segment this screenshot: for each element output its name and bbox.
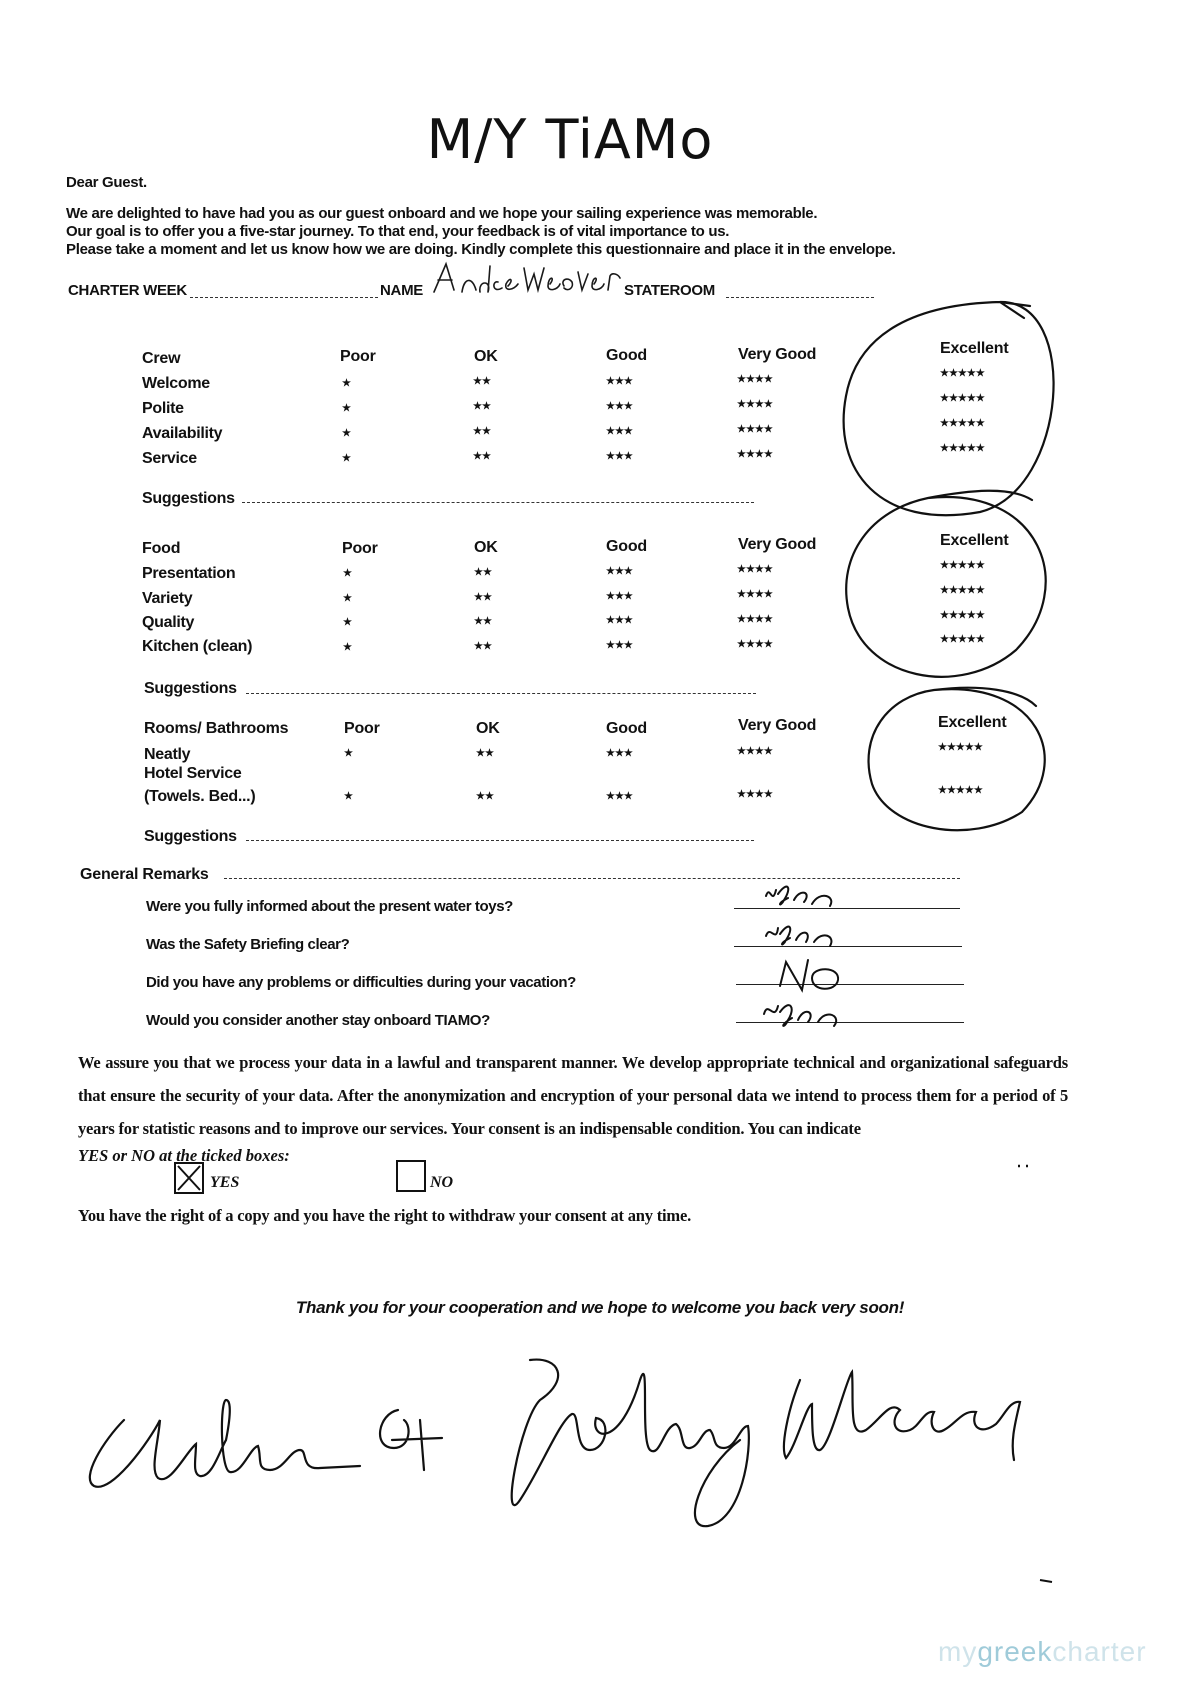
star-poor[interactable]: ★ [344, 791, 353, 802]
star-poor[interactable]: ★ [343, 617, 352, 628]
star-very-good[interactable]: ★★★★ [737, 399, 773, 410]
star-ok[interactable]: ★★ [473, 426, 491, 437]
signature-part-1 [90, 1400, 360, 1487]
general-remarks-label: General Remarks [80, 866, 209, 883]
consent-yes-label: YES [210, 1174, 240, 1191]
star-good[interactable]: ★★★ [606, 426, 633, 437]
star-excellent[interactable]: ★★★★★ [940, 610, 985, 621]
star-good[interactable]: ★★★ [606, 591, 633, 602]
col-poor: Poor [342, 540, 378, 557]
col-good: Good [606, 720, 647, 737]
row-service: Service [142, 450, 197, 467]
star-excellent[interactable]: ★★★★★ [940, 393, 985, 404]
crew-heading: Crew [142, 350, 181, 367]
excellent-circle-crew [844, 302, 1054, 515]
star-very-good[interactable]: ★★★★ [737, 374, 773, 385]
star-good[interactable]: ★★★ [606, 566, 633, 577]
food-suggestions-label: Suggestions [144, 680, 237, 697]
star-ok[interactable]: ★★ [473, 376, 491, 387]
rooms-heading: Rooms/ Bathrooms [144, 720, 289, 737]
name-label: NAME [380, 282, 423, 299]
answer-line[interactable] [734, 946, 962, 947]
star-poor[interactable]: ★ [343, 642, 352, 653]
col-excellent: Excellent [938, 714, 1007, 731]
row-hotel-service-detail: (Towels. Bed...) [144, 788, 256, 805]
signature-part-2 [512, 1360, 749, 1527]
stateroom-field[interactable] [726, 283, 874, 298]
col-excellent: Excellent [940, 532, 1009, 549]
question-safety: Was the Safety Briefing clear? [146, 936, 350, 953]
form-title: M/Y TiAMo [426, 108, 714, 171]
question-water-toys: Were you fully informed about the present water toys? [146, 898, 513, 915]
consent-instruction: YES or NO at the ticked boxes: [78, 1146, 290, 1165]
rooms-suggestions-field[interactable] [246, 826, 754, 841]
intro-line-2: Our goal is to offer you a five-star journey. To that end, your feedback is of vital importance to us. [66, 223, 730, 240]
col-ok: OK [474, 539, 498, 556]
charter-week-field[interactable] [190, 283, 378, 298]
star-good[interactable]: ★★★ [606, 615, 633, 626]
star-excellent[interactable]: ★★★★★ [940, 560, 985, 571]
signature-ampersand [380, 1410, 442, 1470]
row-variety: Variety [142, 590, 193, 607]
star-very-good[interactable]: ★★★★ [737, 614, 773, 625]
col-good: Good [606, 538, 647, 555]
crew-suggestions-field[interactable] [242, 488, 754, 503]
star-very-good[interactable]: ★★★★ [737, 424, 773, 435]
general-remarks-field[interactable] [224, 864, 960, 879]
star-ok[interactable]: ★★ [474, 616, 492, 627]
row-welcome: Welcome [142, 375, 210, 392]
col-ok: OK [476, 720, 500, 737]
star-good[interactable]: ★★★ [606, 451, 633, 462]
star-excellent[interactable]: ★★★★★ [940, 368, 985, 379]
star-very-good[interactable]: ★★★★ [737, 789, 773, 800]
star-ok[interactable]: ★★ [474, 641, 492, 652]
answer-line[interactable] [736, 984, 964, 985]
answer-yes-1 [766, 887, 831, 906]
star-good[interactable]: ★★★ [606, 376, 633, 387]
excellent-circle-food [846, 491, 1045, 677]
star-excellent[interactable]: ★★★★★ [940, 443, 985, 454]
row-kitchen: Kitchen (clean) [142, 638, 253, 655]
crew-suggestions-label: Suggestions [142, 490, 235, 507]
row-quality: Quality [142, 614, 195, 631]
row-neatly: Neatly [144, 746, 191, 763]
consent-no-label: NO [430, 1174, 454, 1191]
col-very-good: Very Good [738, 346, 817, 363]
star-very-good[interactable]: ★★★★ [737, 449, 773, 460]
stray-mark [1040, 1580, 1052, 1582]
star-poor[interactable]: ★ [342, 403, 351, 414]
star-very-good[interactable]: ★★★★ [737, 746, 773, 757]
charter-week-label: CHARTER WEEK [68, 282, 187, 299]
greeting: Dear Guest. [66, 174, 147, 191]
star-ok[interactable]: ★★ [474, 592, 492, 603]
star-good[interactable]: ★★★ [606, 401, 633, 412]
star-poor[interactable]: ★ [343, 568, 352, 579]
star-poor[interactable]: ★ [344, 748, 353, 759]
withdraw-text: You have the right of a copy and you have the right to withdraw your consent at any time. [78, 1206, 692, 1225]
star-ok[interactable]: ★★ [473, 451, 491, 462]
star-poor[interactable]: ★ [342, 378, 351, 389]
star-ok[interactable]: ★★ [473, 401, 491, 412]
consent-text: We assure you that we process your data in a lawful and transparent manner. We develop appropriate technical and organizational safeguards that ensure the security of your data. After the anonymization and encryption of your personal data we intend to process them for a period of 5 years for statistic reasons and to improve our services. Your consent is an indispensable condition. You can indicate [78, 1053, 1068, 1138]
star-very-good[interactable]: ★★★★ [737, 564, 773, 575]
col-good: Good [606, 347, 647, 364]
star-very-good[interactable]: ★★★★ [737, 639, 773, 650]
star-excellent[interactable]: ★★★★★ [940, 634, 985, 645]
answer-line[interactable] [734, 908, 960, 909]
intro-line-3: Please take a moment and let us know how we are doing. Kindly complete this questionnaire and place it in the envelope. [66, 241, 896, 258]
consent-no-checkbox[interactable] [396, 1160, 426, 1192]
col-very-good: Very Good [738, 717, 817, 734]
answer-yes-2 [766, 927, 831, 946]
handwritten-name [428, 258, 628, 298]
star-excellent[interactable]: ★★★★★ [938, 742, 983, 753]
consent-yes-checkbox[interactable] [174, 1162, 204, 1194]
signature-part-3 [784, 1372, 1020, 1460]
stateroom-label: STATEROOM [624, 282, 715, 299]
x-mark-icon [176, 1164, 202, 1192]
col-poor: Poor [340, 348, 376, 365]
star-ok[interactable]: ★★ [474, 567, 492, 578]
name-field[interactable] [428, 258, 628, 298]
food-heading: Food [142, 540, 181, 557]
rooms-suggestions-label: Suggestions [144, 828, 237, 845]
excellent-circle-rooms [869, 688, 1045, 831]
star-ok[interactable]: ★★ [476, 791, 494, 802]
thank-you-text: Thank you for your cooperation and we hope to welcome you back very soon! [295, 1298, 905, 1317]
question-another-stay: Would you consider another stay onboard TIAMO? [146, 1012, 490, 1029]
food-suggestions-field[interactable] [246, 679, 756, 694]
row-polite: Polite [142, 400, 184, 417]
watermark-prefix: my [938, 1636, 978, 1667]
row-hotel-service: Hotel Service [144, 765, 242, 782]
col-ok: OK [474, 348, 498, 365]
star-excellent[interactable]: ★★★★★ [938, 785, 983, 796]
star-good[interactable]: ★★★ [606, 748, 633, 759]
star-very-good[interactable]: ★★★★ [737, 589, 773, 600]
col-very-good: Very Good [738, 536, 817, 553]
star-excellent[interactable]: ★★★★★ [940, 585, 985, 596]
star-excellent[interactable]: ★★★★★ [940, 418, 985, 429]
watermark-accent: greek [977, 1636, 1053, 1667]
star-poor[interactable]: ★ [343, 593, 352, 604]
watermark [938, 1636, 1147, 1668]
col-poor: Poor [344, 720, 380, 737]
answer-line[interactable] [736, 1022, 964, 1023]
star-good[interactable]: ★★★ [606, 791, 633, 802]
star-poor[interactable]: ★ [342, 428, 351, 439]
col-excellent: Excellent [940, 340, 1009, 357]
row-presentation: Presentation [142, 565, 236, 582]
star-ok[interactable]: ★★ [476, 748, 494, 759]
star-poor[interactable]: ★ [342, 453, 351, 464]
intro-line-1: We are delighted to have had you as our guest onboard and we hope your sailing experience was memorable. [66, 205, 818, 222]
watermark-suffix: charter [1052, 1636, 1147, 1667]
question-problems: Did you have any problems or difficulties during your vacation? [146, 974, 576, 991]
row-availability: Availability [142, 425, 223, 442]
star-good[interactable]: ★★★ [606, 640, 633, 651]
answer-no [780, 960, 838, 990]
